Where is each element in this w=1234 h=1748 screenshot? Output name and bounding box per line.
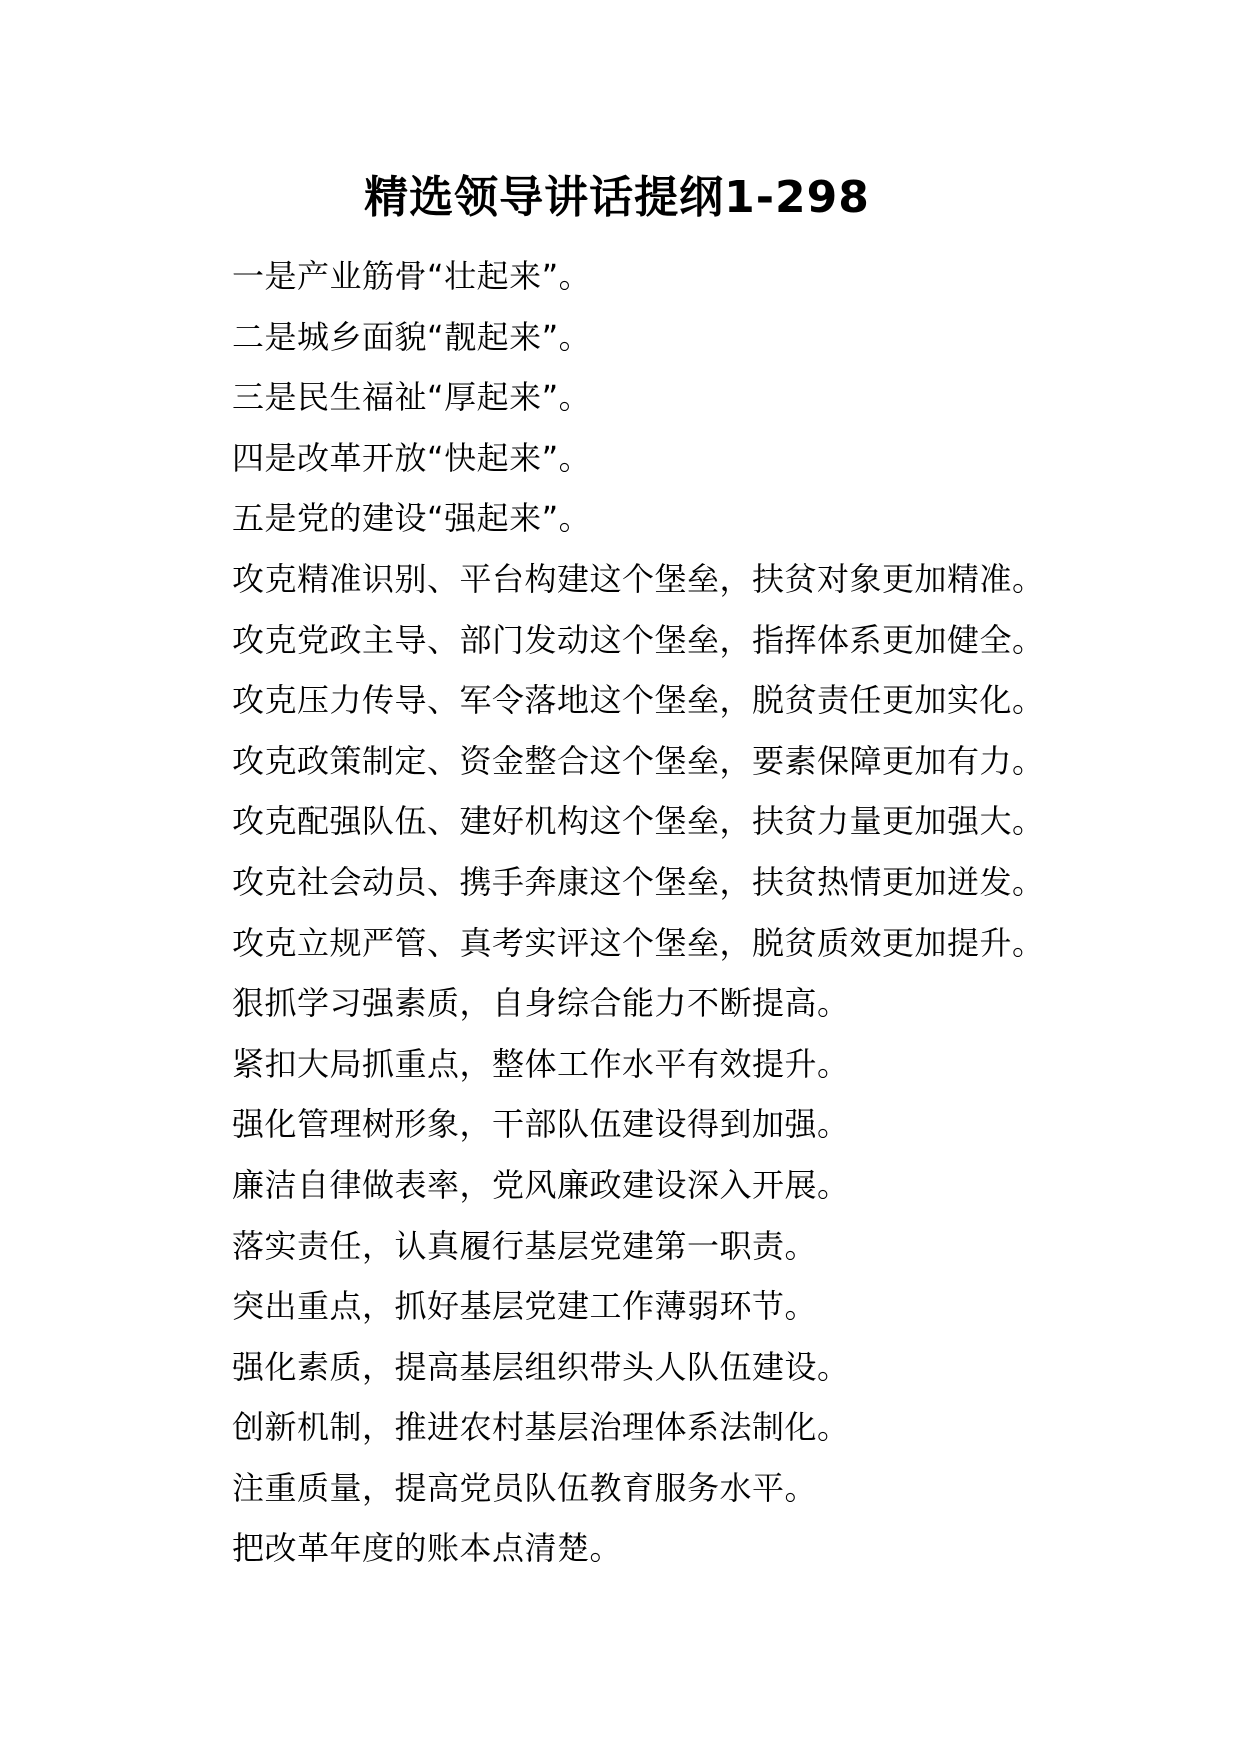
text-line: 四是改革开放“快起来”。	[232, 438, 592, 477]
text-line: 攻克压力传导、军令落地这个堡垒，脱贫责任更加实化。	[232, 681, 1045, 720]
text-line: 创新机制，推进农村基层治理体系法制化。	[232, 1408, 850, 1447]
text-line: 攻克精准识别、平台构建这个堡垒，扶贫对象更加精准。	[232, 559, 1045, 598]
text-line: 攻克立规严管、真考实评这个堡垒，脱贫质效更加提升。	[232, 923, 1045, 962]
text-line: 狠抓学习强素质，自身综合能力不断提高。	[232, 984, 850, 1023]
text-line: 攻克配强队伍、建好机构这个堡垒，扶贫力量更加强大。	[232, 802, 1045, 841]
text-line: 紧扣大局抓重点，整体工作水平有效提升。	[232, 1044, 850, 1083]
text-line: 五是党的建设“强起来”。	[232, 499, 592, 538]
text-line: 一是产业筋骨“壮起来”。	[232, 257, 592, 295]
document-body	[232, 246, 1132, 1579]
text-line: 强化素质，提高基层组织带头人队伍建设。	[232, 1347, 850, 1386]
text-line: 攻克社会动员、携手奔康这个堡垒，扶贫热情更加迸发。	[232, 862, 1045, 901]
text-line: 三是民生福祉“厚起来”。	[232, 378, 592, 417]
text-line: 把改革年度的账本点清楚。	[232, 1529, 623, 1568]
document-title: 精选领导讲话提纲1-298	[364, 172, 870, 223]
text-line: 廉洁自律做表率，党风廉政建设深入开展。	[232, 1165, 850, 1204]
text-line: 二是城乡面貌“靓起来”。	[232, 317, 592, 356]
text-line: 攻克党政主导、部门发动这个堡垒，指挥体系更加健全。	[232, 620, 1045, 659]
text-line: 落实责任，认真履行基层党建第一职责。	[232, 1226, 818, 1265]
text-line: 突出重点，抓好基层党建工作薄弱环节。	[232, 1287, 818, 1326]
text-line: 注重质量，提高党员队伍教育服务水平。	[232, 1468, 818, 1507]
text-line: 攻克政策制定、资金整合这个堡垒，要素保障更加有力。	[232, 741, 1045, 780]
text-line: 强化管理树形象，干部队伍建设得到加强。	[232, 1105, 850, 1144]
